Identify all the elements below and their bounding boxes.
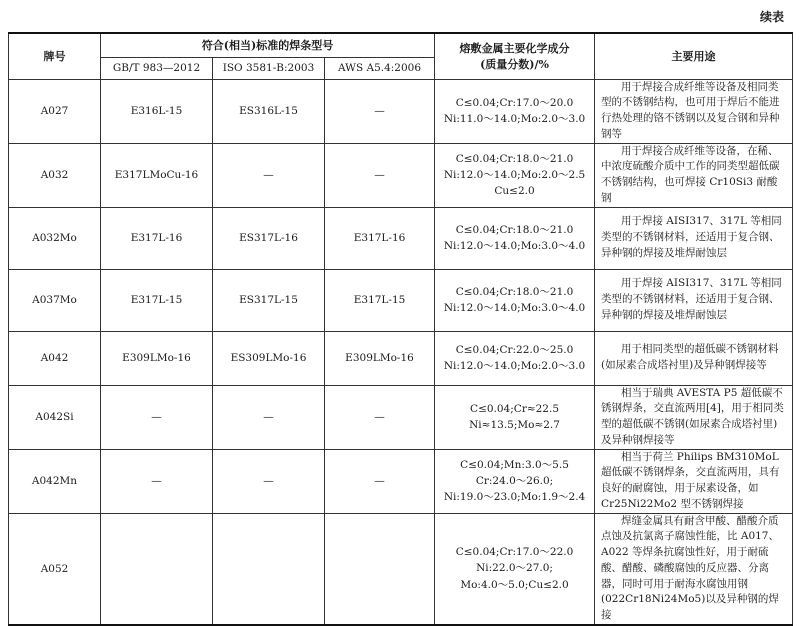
cell-grade: A042Mn [9, 449, 101, 513]
cell-gb: E317LMoCu-16 [101, 143, 213, 207]
cell-aws: — [325, 385, 435, 449]
cell-gb: E316L-15 [101, 79, 213, 143]
comp-line: Mo:4.0～5.0;Cu≤2.0 [460, 578, 569, 591]
table-row [9, 449, 793, 513]
cell-composition [435, 385, 595, 449]
cell-grade: A032 [9, 143, 101, 207]
table-row [9, 269, 793, 331]
cell-composition [435, 449, 595, 513]
comp-line: C≤0.04;Cr:18.0～21.0 [455, 285, 574, 298]
cell-aws: E309LMo-16 [325, 331, 435, 385]
header-composition [435, 33, 595, 79]
cell-usage: 用于焊接 AISI317、317L 等相同类型的不锈钢材料，还适用于复合钢、异种钢的焊接及堆焊耐蚀层 [595, 269, 793, 331]
header-usage: 主要用途 [595, 33, 793, 79]
comp-line: C≤0.04;Cr:17.0～20.0 [455, 96, 574, 109]
table-row [9, 385, 793, 449]
table-row [9, 143, 793, 207]
comp-line: Ni:19.0～23.0;Mo:1.9～2.4 [443, 491, 586, 504]
header-composition-line1: 熔敷金属主要化学成分 [459, 42, 570, 56]
cell-composition [435, 207, 595, 269]
cell-composition [435, 79, 595, 143]
cell-gb: — [101, 449, 213, 513]
comp-line: Ni:11.0～14.0;Mo:2.0～3.0 [443, 113, 586, 125]
comp-line: C≤0.04;Cr≈22.5 [470, 402, 560, 415]
cell-iso: ES317L-16 [213, 207, 325, 269]
cell-composition [435, 513, 595, 625]
table-row [9, 513, 793, 625]
cell-grade: A027 [9, 79, 101, 143]
comp-line: Cu≤2.0 [494, 185, 535, 198]
continued-label: 续表 [759, 10, 784, 24]
comp-line: Ni:12.0～14.0;Mo:2.0～2.5 [443, 168, 586, 181]
cell-gb: E309LMo-16 [101, 331, 213, 385]
comp-line: C≤0.04;Cr:18.0～21.0 [455, 223, 574, 236]
comp-line: C≤0.04;Cr:17.0～22.0 [455, 546, 574, 559]
cell-iso: — [213, 143, 325, 207]
cell-iso: — [213, 449, 325, 513]
cell-aws: E317L-16 [325, 207, 435, 269]
cell-usage: 相当于瑞典 AVESTA P5 超低碳不锈钢焊条，交直流两用[4]，用于相同类型的超低碳不锈钢(如尿素合成塔衬里)及异种钢焊接等 [595, 385, 793, 449]
table-row [9, 79, 793, 143]
comp-line: Ni:12.0～14.0;Mo:3.0～4.0 [443, 302, 586, 314]
comp-line: C≤0.04;Mn:3.0～5.5 [460, 458, 569, 471]
cell-iso: ES316L-15 [213, 79, 325, 143]
header-std-gb: GB/T 983—2012 [101, 57, 213, 79]
cell-grade: A042 [9, 331, 101, 385]
cell-iso [213, 513, 325, 625]
cell-iso: ES309LMo-16 [213, 331, 325, 385]
cell-aws: — [325, 449, 435, 513]
header-std-iso: ISO 3581-B:2003 [213, 57, 325, 79]
cell-aws [325, 513, 435, 625]
comp-line: Ni:12.0～14.0;Mo:3.0～4.0 [443, 240, 586, 252]
cell-grade: A037Mo [9, 269, 101, 331]
cell-gb: — [101, 385, 213, 449]
comp-line: Ni:12.0～14.0;Mo:2.0～3.0 [443, 360, 586, 372]
comp-line: Cr:24.0～26.0; [475, 474, 554, 487]
cell-usage: 用于焊接 AISI317、317L 等相同类型的不锈钢材料，还适用于复合钢、异种钢的焊接及堆焊耐蚀层 [595, 207, 793, 269]
cell-grade: A052 [9, 513, 101, 625]
header-standard-group: 符合(相当)标准的焊条型号 [101, 33, 435, 57]
cell-aws: E317L-15 [325, 269, 435, 331]
cell-usage: 相当于荷兰 Philips BM310MoL 超低碳不锈钢焊条，交直流两用，具有良好的耐腐蚀，用于尿素设备，如 Cr25Ni22Mo2 型不锈钢焊接 [595, 449, 793, 513]
cell-usage: 用于焊接合成纤维等设备及相同类型的不锈钢结构，也可用于焊后不能进行热处理的铬不锈钢以及复合钢和异种钢等 [595, 79, 793, 143]
table-row [9, 207, 793, 269]
cell-grade: A042Si [9, 385, 101, 449]
cell-composition [435, 269, 595, 331]
cell-aws: — [325, 143, 435, 207]
cell-aws: — [325, 79, 435, 143]
cell-usage: 焊缝金属具有耐含甲酸、醋酸介质点蚀及抗氯离子腐蚀性能，比 A017、A022 等焊条抗腐蚀性好，用于耐硫酸、醋酸、磷酸腐蚀的反应器、分离器，同时可用于耐海水腐蚀用钢(022Cr18Ni24Mo5)以及异种钢的焊接 [595, 513, 793, 625]
header-composition-line2: (质量分数)/% [480, 58, 549, 72]
header-grade: 牌号 [9, 33, 101, 79]
cell-usage: 用于焊接合成纤维等设备，在稀、中浓度硫酸介质中工作的同类型超低碳不锈钢结构，也可焊接 Cr10Si3 耐酸钢 [595, 143, 793, 207]
cell-gb [101, 513, 213, 625]
cell-gb: E317L-15 [101, 269, 213, 331]
electrode-table [8, 32, 793, 626]
cell-grade: A032Mo [9, 207, 101, 269]
comp-line: C≤0.04;Cr:18.0～21.0 [455, 152, 574, 165]
cell-composition [435, 331, 595, 385]
cell-iso: — [213, 385, 325, 449]
cell-gb: E317L-16 [101, 207, 213, 269]
cell-iso: ES317L-15 [213, 269, 325, 331]
comp-line: C≤0.04;Cr:22.0～25.0 [455, 343, 574, 356]
cell-composition [435, 143, 595, 207]
comp-line: Ni≈13.5;Mo≈2.7 [469, 419, 560, 431]
table-row [9, 331, 793, 385]
cell-usage: 用于相同类型的超低碳不锈钢材料(如尿素合成塔衬里)及异种钢焊接等 [595, 331, 793, 385]
comp-line: Ni:22.0～27.0; [476, 562, 553, 575]
header-std-aws: AWS A5.4:2006 [325, 57, 435, 79]
